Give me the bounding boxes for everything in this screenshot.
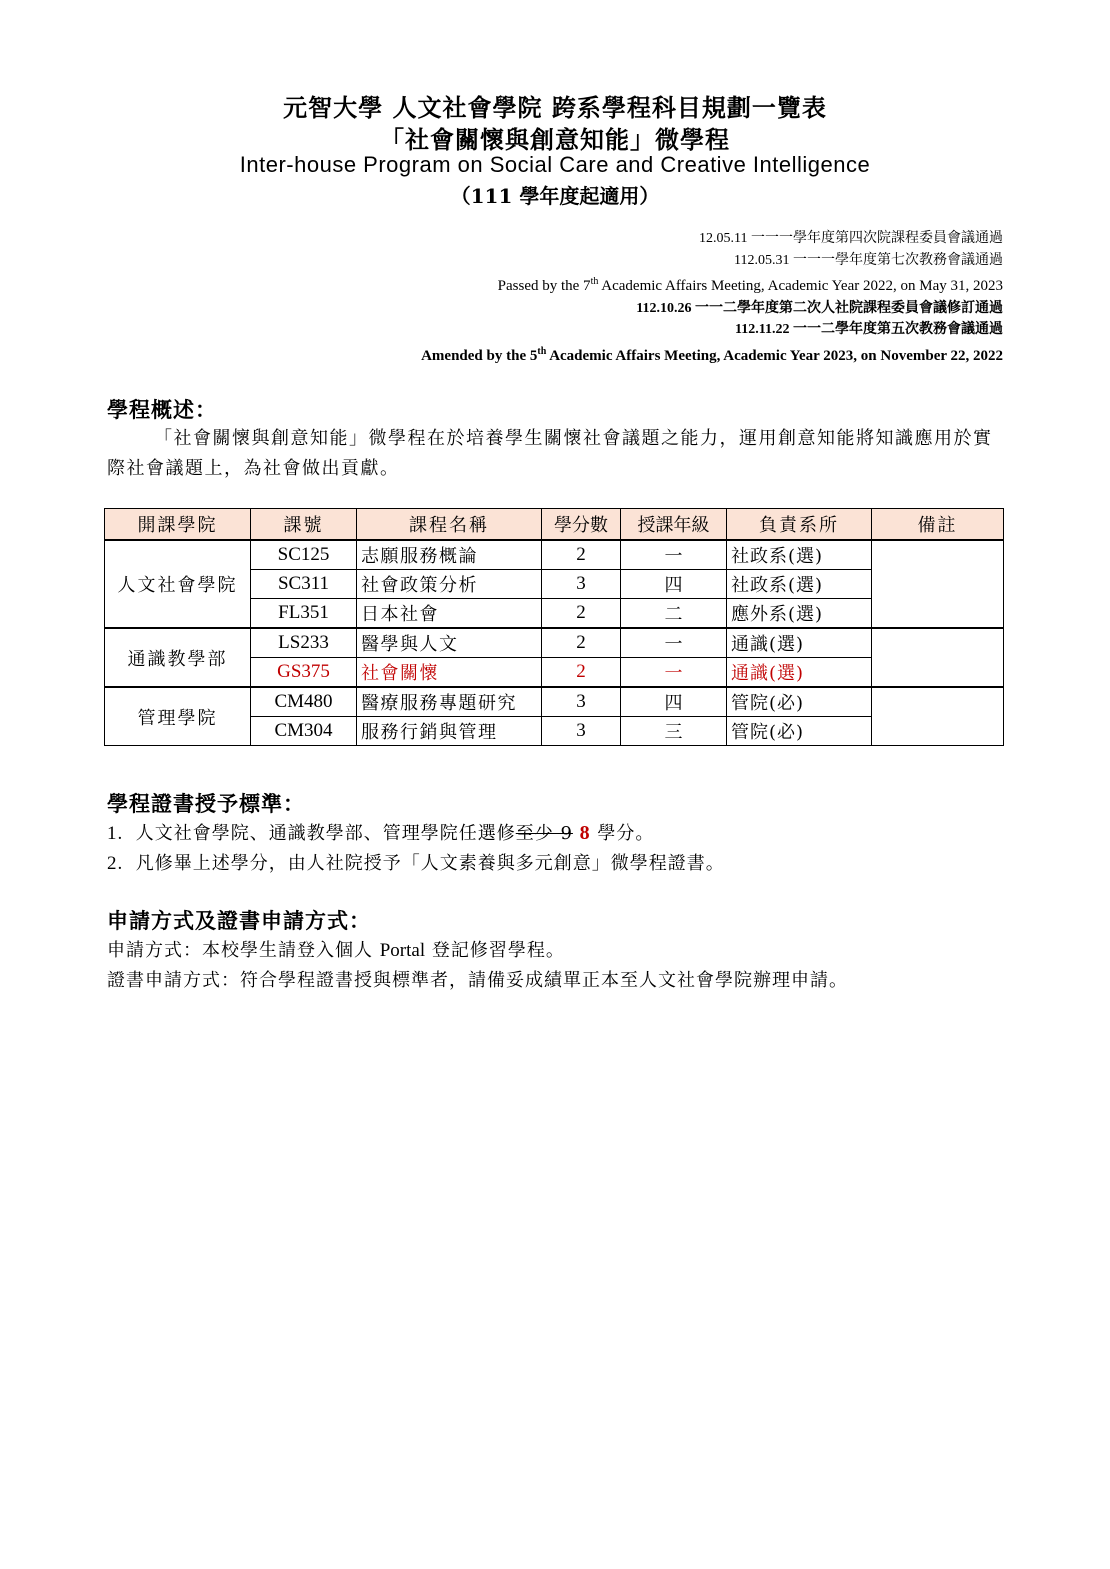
approval-line: 112.11.22 一一二學年度第五次教務會議通過 (735, 322, 1003, 337)
note-cell (872, 628, 1004, 687)
table-header-row (105, 509, 1004, 541)
course-table (104, 508, 1004, 746)
course-grade: 三 (621, 717, 727, 746)
certificate-heading: 學程證書授予標準： (107, 791, 305, 816)
application-line: 申請方式：本校學生請登入個人 Portal 登記修習學程。 (107, 940, 565, 961)
course-dept: 管院(必) (727, 717, 872, 746)
course-grade: 四 (621, 687, 727, 717)
course-dept: 社政系(選) (727, 540, 872, 570)
course-grade: 二 (621, 599, 727, 629)
approval-line: 112.05.31 一一一學年度第七次教務會議通過 (734, 252, 1003, 268)
course-credit: 2 (542, 658, 621, 688)
course-code: SC311 (251, 570, 357, 599)
application-methods (107, 936, 1004, 996)
course-dept: 通識(選) (727, 658, 872, 688)
column-header: 開課學院 (105, 509, 251, 541)
course-credit: 3 (542, 717, 621, 746)
course-code: SC125 (251, 540, 357, 570)
course-code: LS233 (251, 628, 357, 658)
college-cell: 管理學院 (105, 687, 251, 746)
college-cell: 人文社會學院 (105, 540, 251, 628)
table-row (105, 687, 1004, 717)
course-name: 社會關懷 (357, 658, 542, 688)
criteria-item: 1. 人文社會學院、通識教學部、管理學院任選修至少 9 8 學分。 (107, 822, 655, 844)
overview-text: 「社會關懷與創意知能」微學程在於培養學生關懷社會議題之能力，運用創意知能將知識應用於實際社會議題上，為社會做出貢獻。 (107, 428, 993, 479)
course-grade: 四 (621, 570, 727, 599)
course-credit: 2 (542, 540, 621, 570)
column-header: 備註 (872, 509, 1004, 541)
course-credit: 2 (542, 628, 621, 658)
course-grade: 一 (621, 628, 727, 658)
course-credit: 2 (542, 599, 621, 629)
column-header: 授課年級 (621, 509, 727, 541)
course-credit: 3 (542, 687, 621, 717)
program-title-english: Inter-house Program on Social Care and Creative Intelligence (239, 152, 871, 177)
course-dept: 社政系(選) (727, 570, 872, 599)
revised-credits: 8 (579, 822, 591, 844)
course-dept: 通識(選) (727, 628, 872, 658)
column-header: 學分數 (542, 509, 621, 541)
approval-history (421, 228, 1003, 367)
column-header: 課程名稱 (357, 509, 542, 541)
course-name: 日本社會 (357, 599, 542, 629)
amendment-line-english: Amended by the 5th Academic Affairs Meeting, Academic Year 2023, on November 22, 2022 (421, 345, 1003, 364)
program-title: 「社會關懷與創意知能」微學程 (380, 125, 730, 154)
column-header: 課號 (251, 509, 357, 541)
course-dept: 管院(必) (727, 687, 872, 717)
course-dept: 應外系(選) (727, 599, 872, 629)
course-name: 志願服務概論 (357, 540, 542, 570)
course-code: CM304 (251, 717, 357, 746)
note-cell (872, 687, 1004, 746)
note-cell (872, 540, 1004, 628)
struck-text: 至少 9 (515, 823, 573, 844)
course-credit: 3 (542, 570, 621, 599)
application-heading: 申請方式及證書申請方式： (107, 908, 371, 933)
criteria-item: 2. 凡修畢上述學分，由人社院授予「人文素養與多元創意」微學程證書。 (107, 853, 725, 874)
approval-line-english: Passed by the 7th Academic Affairs Meeting, Academic Year 2022, on May 31, 2023 (497, 276, 1003, 294)
course-name: 醫療服務專題研究 (357, 687, 542, 717)
course-name: 醫學與人文 (357, 628, 542, 658)
table-row (105, 540, 1004, 570)
course-code: GS375 (251, 658, 357, 688)
course-grade: 一 (621, 658, 727, 688)
approval-line: 12.05.11 一一一學年度第四次院課程委員會議通過 (699, 231, 1003, 246)
course-grade: 一 (621, 540, 727, 570)
course-name: 服務行銷與管理 (357, 717, 542, 746)
applicable-year: （111 學年度起適用） (450, 184, 660, 208)
approval-line: 112.10.26 一一二學年度第二次人社院課程委員會議修訂通過 (636, 300, 1003, 316)
certificate-criteria (107, 818, 1004, 879)
college-cell: 通識教學部 (105, 628, 251, 687)
column-header: 負責系所 (727, 509, 872, 541)
document-title: 元智大學 人文社會學院 跨系學程科目規劃一覽表 (283, 93, 827, 122)
table-row (105, 628, 1004, 658)
course-code: CM480 (251, 687, 357, 717)
course-code: FL351 (251, 599, 357, 629)
course-name: 社會政策分析 (357, 570, 542, 599)
certificate-application-line: 證書申請方式：符合學程證書授與標準者，請備妥成績單正本至人文社會學院辦理申請。 (107, 970, 848, 991)
overview-heading: 學程概述： (107, 397, 217, 422)
